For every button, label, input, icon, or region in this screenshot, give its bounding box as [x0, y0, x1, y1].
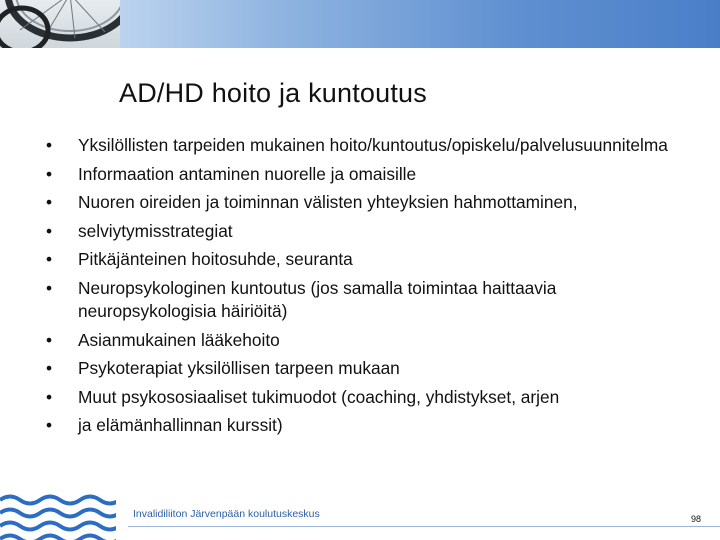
- bullet-text: Yksilöllisten tarpeiden mukainen hoito/kuntoutus/opiskelu/palvelusuunnitelma: [78, 135, 668, 155]
- bullet-icon: •: [46, 163, 53, 184]
- footer-divider: [128, 526, 720, 527]
- waves-logo-icon: [0, 484, 116, 540]
- list-item: [46, 248, 686, 272]
- list-item: [46, 191, 686, 215]
- bullet-icon: •: [46, 220, 53, 241]
- list-item: [46, 386, 686, 410]
- bullet-text: selviytymisstrategiat: [78, 220, 233, 241]
- list-item: [46, 277, 686, 324]
- bullet-list: [46, 134, 686, 443]
- bullet-text: Nuoren oireiden ja toiminnan välisten yhteyksien hahmottaminen,: [78, 192, 578, 212]
- footer-organization: Invalidiliiton Järvenpään koulutuskeskus: [133, 508, 320, 520]
- bullet-icon: •: [46, 249, 53, 269]
- bullet-icon: •: [46, 386, 53, 407]
- bullet-text: ja elämänhallinnan kurssit): [78, 415, 283, 435]
- page-number: 98: [691, 514, 702, 524]
- bullet-icon: •: [46, 192, 53, 212]
- header-wheel-image: [0, 0, 120, 48]
- list-item: [46, 357, 686, 381]
- bullet-text: Pitkäjänteinen hoitosuhde, seuranta: [78, 249, 353, 269]
- bullet-icon: •: [46, 329, 53, 350]
- list-item: [46, 220, 686, 244]
- bullet-icon: •: [46, 358, 53, 378]
- bullet-icon: •: [46, 277, 53, 298]
- list-item: [46, 329, 686, 353]
- slide-title: AD/HD hoito ja kuntoutus: [119, 78, 427, 108]
- list-item: [46, 163, 686, 187]
- bullet-text: Neuropsykologinen kuntoutus (jos samalla toimintaa haittaavia neuropsykologisia häiriöitä): [78, 277, 557, 321]
- bullet-text: Psykoterapiat yksilöllisen tarpeen mukaan: [78, 358, 400, 378]
- list-item: [46, 414, 686, 438]
- bullet-icon: •: [46, 415, 53, 435]
- bullet-text: Asianmukainen lääkehoito: [78, 329, 280, 350]
- bullet-text: Informaation antaminen nuorelle ja omaisille: [78, 163, 417, 184]
- list-item: [46, 134, 686, 158]
- bullet-text: Muut psykososiaaliset tukimuodot (coaching, yhdistykset, arjen: [78, 386, 560, 407]
- bullet-icon: •: [46, 135, 53, 155]
